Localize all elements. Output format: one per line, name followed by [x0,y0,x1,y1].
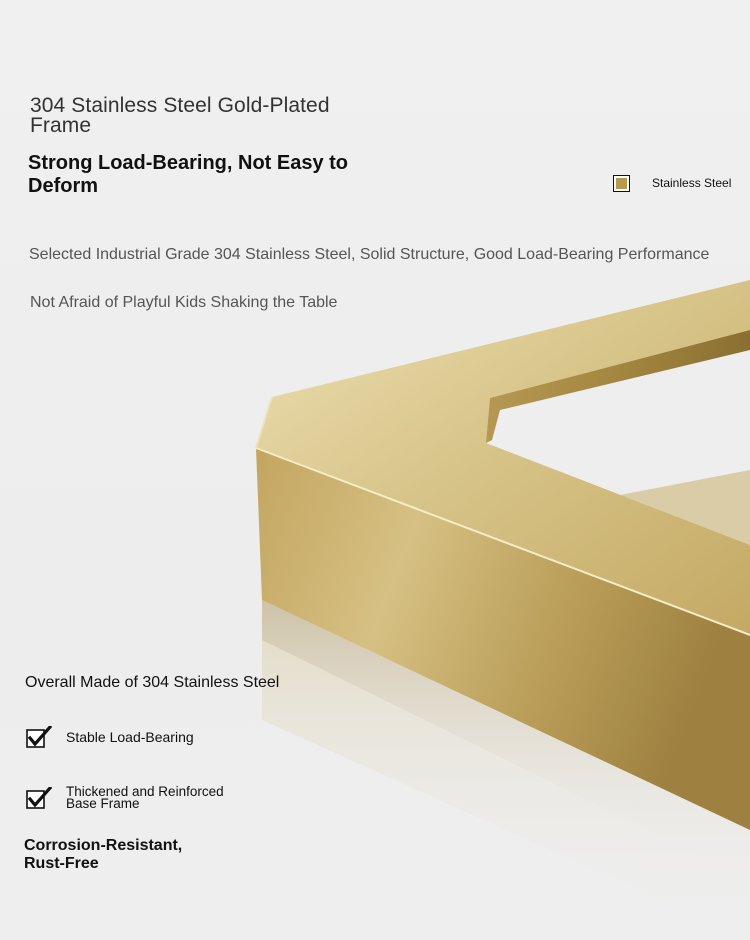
description-line-2: Not Afraid of Playful Kids Shaking the Table [30,294,338,311]
feature-item-reinforced [26,786,246,810]
description-line-1: Selected Industrial Grade 304 Stainless Steel, Solid Structure, Good Load-Bearing Performance [29,246,710,263]
material-legend [613,172,731,194]
page-subtitle: Strong Load-Bearing, Not Easy to Deform [28,152,349,197]
feature-item-stable [26,726,194,748]
checkbox-checked-icon [26,726,52,748]
checkbox-checked-icon [26,787,52,809]
feature-label: Stable Load-Bearing [66,729,194,745]
gold-swatch-icon [613,175,630,192]
features-heading: Overall Made of 304 Stainless Steel [25,674,280,691]
legend-label: Stainless Steel [652,176,732,190]
features-closing: Corrosion-Resistant, Rust-Free [24,837,183,872]
feature-label: Thickened and Reinforced Base Frame [66,784,224,811]
page-title: 304 Stainless Steel Gold-Plated Frame [30,94,330,137]
